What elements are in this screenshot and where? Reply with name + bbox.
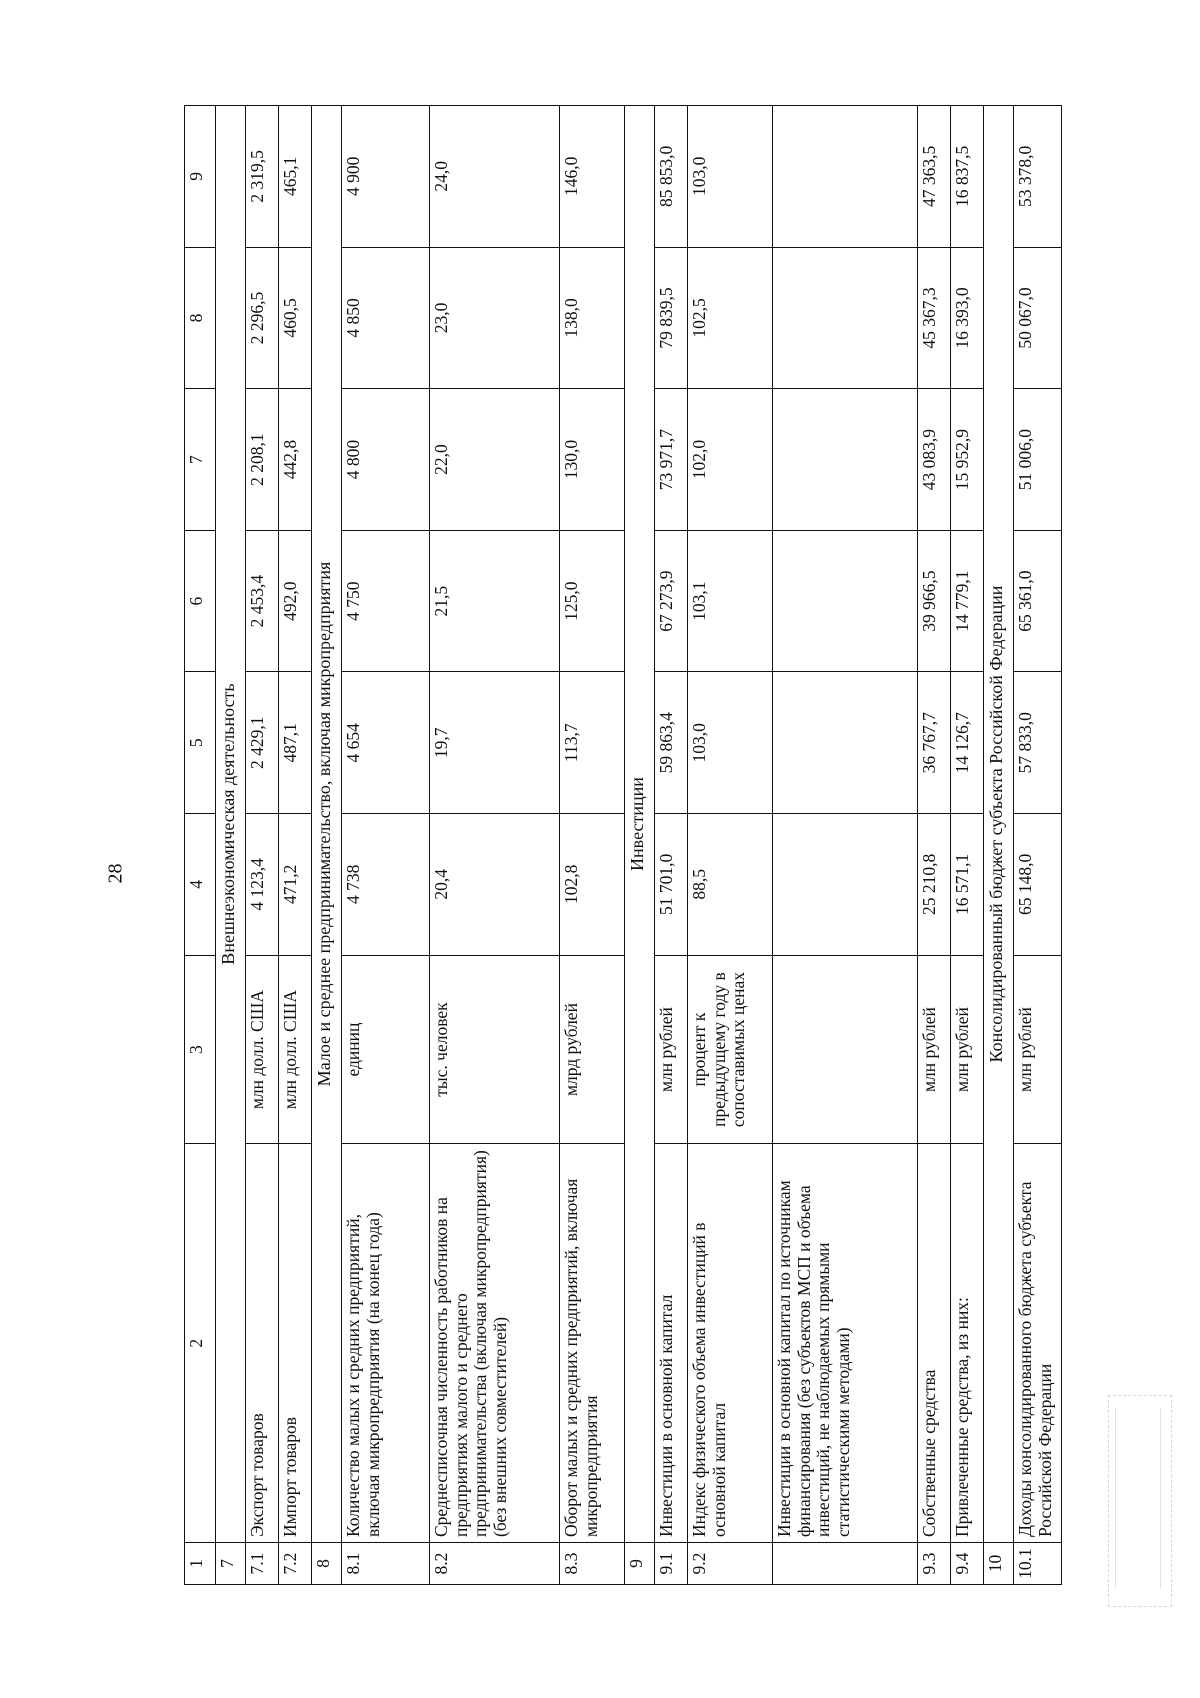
section-title: Инвестиции — [625, 106, 655, 1543]
section-row — [312, 106, 342, 1585]
row-number: 8.2 — [430, 1543, 560, 1585]
value-cell: 146,0 — [560, 106, 625, 248]
value-cell: 14 779,1 — [951, 530, 984, 672]
value-cell: 65 148,0 — [1014, 814, 1062, 956]
value-cell: 14 126,7 — [951, 672, 984, 814]
value-cell: 4 123,4 — [246, 814, 279, 956]
value-cell: 4 750 — [342, 530, 430, 672]
indicator-name: Оборот малых и средних предприятий, включая микропредприятия — [560, 1144, 625, 1543]
row-number: 8.3 — [560, 1543, 625, 1585]
indicator-name: Инвестиции в основной капитал по источникам финансирования (без субъектов МСП и объема инвестиций, не наблюдаемых прямыми статистическими методами) — [773, 1144, 918, 1543]
value-cell: 4 654 — [342, 672, 430, 814]
unit-cell: тыс. человек — [430, 955, 560, 1144]
value-cell: 130,0 — [560, 389, 625, 531]
value-cell: 79 839,5 — [655, 247, 688, 389]
header-col-6: 6 — [185, 530, 216, 672]
indicator-name: Экспорт товаров — [246, 1144, 279, 1543]
header-col-3: 3 — [185, 955, 216, 1144]
value-cell: 39 966,5 — [918, 530, 951, 672]
indicator-name: Индекс физического объема инвестиций в основной капитал — [688, 1144, 773, 1543]
unit-cell: млн рублей — [951, 955, 984, 1144]
indicator-name: Импорт товаров — [279, 1144, 312, 1543]
value-cell: 103,0 — [688, 106, 773, 248]
value-cell: 471,2 — [279, 814, 312, 956]
table-row — [430, 106, 560, 1585]
value-cell: 4 850 — [342, 247, 430, 389]
table-row — [246, 106, 279, 1585]
header-col-5: 5 — [185, 672, 216, 814]
value-cell: 16 571,1 — [951, 814, 984, 956]
row-number: 9.1 — [655, 1543, 688, 1585]
section-title: Малое и среднее предпринимательство, включая микропредприятия — [312, 106, 342, 1543]
value-cell: 36 767,7 — [918, 672, 951, 814]
header-col-2: 2 — [185, 1144, 216, 1543]
value-cell: 85 853,0 — [655, 106, 688, 248]
table-row — [655, 106, 688, 1585]
value-cell: 2 208,1 — [246, 389, 279, 531]
value-cell: 19,7 — [430, 672, 560, 814]
row-number: 8.1 — [342, 1543, 430, 1585]
faded-stamp-mark — [1108, 1395, 1172, 1607]
value-cell: 465,1 — [279, 106, 312, 248]
unit-cell: млн долл. США — [279, 955, 312, 1144]
section-number: 10 — [984, 1543, 1014, 1585]
section-row — [216, 106, 246, 1585]
row-number: 9.2 — [688, 1543, 773, 1585]
value-cell: 21,5 — [430, 530, 560, 672]
value-cell — [773, 530, 918, 672]
value-cell: 23,0 — [430, 247, 560, 389]
value-cell: 50 067,0 — [1014, 247, 1062, 389]
table-row — [688, 106, 773, 1585]
section-title: Консолидированный бюджет субъекта Российской Федерации — [984, 106, 1014, 1543]
section-number: 9 — [625, 1543, 655, 1585]
header-col-1: 1 — [185, 1543, 216, 1585]
value-cell: 59 863,4 — [655, 672, 688, 814]
indicator-name: Привлеченные средства, из них: — [951, 1144, 984, 1543]
value-cell: 47 363,5 — [918, 106, 951, 248]
row-number: 7.1 — [246, 1543, 279, 1585]
indicator-name: Среднесписочная численность работников на предприятиях малого и среднего предпринимательства (включая микропредприятия) (без внешних совместителей) — [430, 1144, 560, 1543]
table-row — [951, 106, 984, 1585]
value-cell: 113,7 — [560, 672, 625, 814]
value-cell — [773, 247, 918, 389]
table-row — [918, 106, 951, 1585]
row-number — [773, 1543, 918, 1585]
value-cell: 125,0 — [560, 530, 625, 672]
value-cell: 65 361,0 — [1014, 530, 1062, 672]
indicator-name: Доходы консолидированного бюджета субъекта Российской Федерации — [1014, 1144, 1062, 1543]
value-cell: 53 378,0 — [1014, 106, 1062, 248]
value-cell — [773, 814, 918, 956]
value-cell: 20,4 — [430, 814, 560, 956]
section-title: Внешнеэкономическая деятельность — [216, 106, 246, 1543]
table-row — [1014, 106, 1062, 1585]
unit-cell — [773, 955, 918, 1144]
unit-cell: млн рублей — [655, 955, 688, 1144]
value-cell: 102,0 — [688, 389, 773, 531]
unit-cell: млн рублей — [1014, 955, 1062, 1144]
stamp-lines — [1115, 1408, 1161, 1588]
value-cell: 102,8 — [560, 814, 625, 956]
value-cell: 67 273,9 — [655, 530, 688, 672]
table-row — [342, 106, 430, 1585]
indicators-table — [184, 105, 1062, 1585]
value-cell: 16 837,5 — [951, 106, 984, 248]
value-cell: 16 393,0 — [951, 247, 984, 389]
value-cell: 51 006,0 — [1014, 389, 1062, 531]
value-cell — [773, 106, 918, 248]
page-number: 28 — [104, 863, 127, 884]
table-row — [773, 106, 918, 1585]
section-row — [984, 106, 1014, 1585]
value-cell: 102,5 — [688, 247, 773, 389]
header-row — [185, 106, 216, 1585]
row-number: 10.1 — [1014, 1543, 1062, 1585]
value-cell — [773, 389, 918, 531]
value-cell: 103,1 — [688, 530, 773, 672]
value-cell: 51 701,0 — [655, 814, 688, 956]
value-cell: 2 453,4 — [246, 530, 279, 672]
value-cell: 73 971,7 — [655, 389, 688, 531]
value-cell: 25 210,8 — [918, 814, 951, 956]
value-cell: 15 952,9 — [951, 389, 984, 531]
value-cell: 45 367,3 — [918, 247, 951, 389]
unit-cell: единиц — [342, 955, 430, 1144]
value-cell: 4 900 — [342, 106, 430, 248]
table-row — [560, 106, 625, 1585]
value-cell: 460,5 — [279, 247, 312, 389]
header-col-7: 7 — [185, 389, 216, 531]
table-row — [279, 106, 312, 1585]
row-number: 7.2 — [279, 1543, 312, 1585]
row-number: 9.4 — [951, 1543, 984, 1585]
value-cell: 57 833,0 — [1014, 672, 1062, 814]
header-col-4: 4 — [185, 814, 216, 956]
value-cell: 2 319,5 — [246, 106, 279, 248]
value-cell: 138,0 — [560, 247, 625, 389]
rotated-table-container — [184, 105, 1124, 1585]
value-cell: 492,0 — [279, 530, 312, 672]
unit-cell: млн рублей — [918, 955, 951, 1144]
value-cell: 103,0 — [688, 672, 773, 814]
indicator-name: Количество малых и средних предприятий, включая микропредприятия (на конец года) — [342, 1144, 430, 1543]
unit-cell: млрд рублей — [560, 955, 625, 1144]
unit-cell: процент к предыдущему году в сопоставимых ценах — [688, 955, 773, 1144]
value-cell: 43 083,9 — [918, 389, 951, 531]
value-cell: 442,8 — [279, 389, 312, 531]
value-cell: 2 296,5 — [246, 247, 279, 389]
header-col-9: 9 — [185, 106, 216, 248]
value-cell: 487,1 — [279, 672, 312, 814]
row-number: 9.3 — [918, 1543, 951, 1585]
value-cell: 2 429,1 — [246, 672, 279, 814]
value-cell: 4 738 — [342, 814, 430, 956]
value-cell: 4 800 — [342, 389, 430, 531]
header-col-8: 8 — [185, 247, 216, 389]
indicator-name: Инвестиции в основной капитал — [655, 1144, 688, 1543]
value-cell: 22,0 — [430, 389, 560, 531]
unit-cell: млн долл. США — [246, 955, 279, 1144]
section-number: 7 — [216, 1543, 246, 1585]
value-cell — [773, 672, 918, 814]
section-number: 8 — [312, 1543, 342, 1585]
indicator-name: Собственные средства — [918, 1144, 951, 1543]
value-cell: 24,0 — [430, 106, 560, 248]
section-row — [625, 106, 655, 1585]
value-cell: 88,5 — [688, 814, 773, 956]
